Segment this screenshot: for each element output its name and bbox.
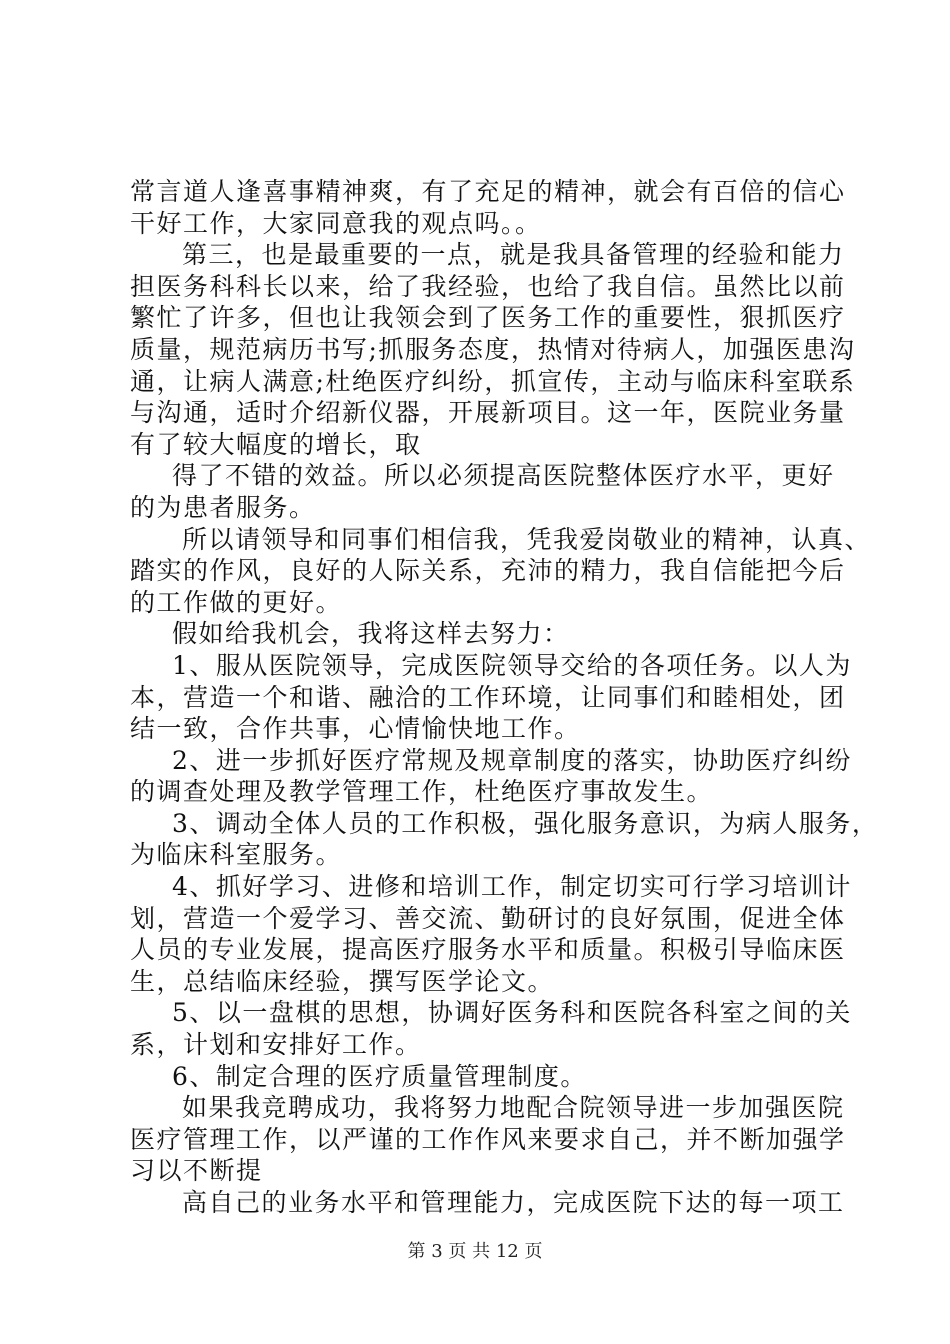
text-line: 本，营造一个和谐、融洽的工作环境，让同事们和睦相处，团 bbox=[130, 682, 846, 712]
paragraph-start-line: 如果我竞聘成功，我将努力地配合院领导进一步加强医院 bbox=[182, 1093, 845, 1123]
text-line: 系，计划和安排好工作。 bbox=[130, 1030, 422, 1060]
text-line: 的工作做的更好。 bbox=[130, 587, 343, 617]
paragraph-start-line: 高自己的业务水平和管理能力，完成医院下达的每一项工 bbox=[182, 1188, 845, 1217]
list-item-line: 6、制定合理的医疗质量管理制度。 bbox=[172, 1061, 587, 1091]
text-line: 结一致，合作共事，心情愉快地工作。 bbox=[130, 714, 581, 744]
list-item-line: 5、以一盘棋的思想，协调好医务科和医院各科室之间的关 bbox=[172, 998, 852, 1028]
text-line: 的调查处理及教学管理工作，杜绝医疗事故发生。 bbox=[130, 777, 714, 807]
list-item-line: 4、抓好学习、进修和培训工作，制定切实可行学习培训计 bbox=[172, 872, 852, 902]
paragraph-start-line: 假如给我机会，我将这样去努力： bbox=[172, 619, 570, 649]
text-line: 常言道人逢喜事精神爽，有了充足的精神，就会有百倍的信心 bbox=[130, 177, 846, 206]
text-line: 担医务科科长以来，给了我经验，也给了我自信。虽然比以前 bbox=[130, 271, 846, 301]
text-line: 干好工作，大家同意我的观点吗。。 bbox=[130, 208, 542, 238]
text-line: 医疗管理工作，以严谨的工作作风来要求自己，并不断加强学 bbox=[130, 1124, 846, 1154]
text-line: 习以不断提 bbox=[130, 1156, 263, 1186]
paragraph-start-line: 得了不错的效益。所以必须提高医院整体医疗水平，更好 bbox=[172, 461, 835, 491]
list-item-line: 1、服从医院领导，完成医院领导交给的各项任务。以人为 bbox=[172, 650, 852, 680]
text-line: 生，总结临床经验，撰写医学论文。 bbox=[130, 966, 555, 996]
text-line: 划，营造一个爱学习、善交流、勤研讨的良好氛围，促进全体 bbox=[130, 903, 846, 933]
text-line: 繁忙了许多，但也让我领会到了医务工作的重要性，狠抓医疗 bbox=[130, 303, 846, 333]
text-line: 的为患者服务。 bbox=[130, 492, 316, 522]
text-line: 与沟通，适时介绍新仪器，开展新项目。这一年，医院业务量 bbox=[130, 398, 846, 428]
text-line: 踏实的作风，良好的人际关系，充沛的精力，我自信能把今后 bbox=[130, 556, 846, 586]
text-line: 为临床科室服务。 bbox=[130, 840, 343, 870]
text-line: 人员的专业发展，提高医疗服务水平和质量。积极引导临床医 bbox=[130, 935, 846, 965]
text-line: 通，让病人满意;杜绝医疗纠纷，抓宣传，主动与临床科室联系 bbox=[130, 366, 856, 396]
list-item-line: 3、调动全体人员的工作积极，强化服务意识，为病人服务， bbox=[172, 808, 879, 838]
list-item-line: 2、进一步抓好医疗常规及规章制度的落实，协助医疗纠纷 bbox=[172, 745, 852, 775]
paragraph-start-line: 第三，也是最重要的一点，就是我具备管理的经验和能力 bbox=[182, 240, 845, 270]
text-line: 有了较大幅度的增长，取 bbox=[130, 429, 422, 459]
page-number-footer: 第 3 页 共 12 页 bbox=[407, 1241, 543, 1262]
paragraph-start-line: 所以请领导和同事们相信我，凭我爱岗敬业的精神，认真、 bbox=[182, 524, 872, 554]
document-body bbox=[130, 176, 879, 1219]
text-line: 质量，规范病历书写;抓服务态度，热情对待病人，加强医患沟 bbox=[130, 334, 856, 364]
